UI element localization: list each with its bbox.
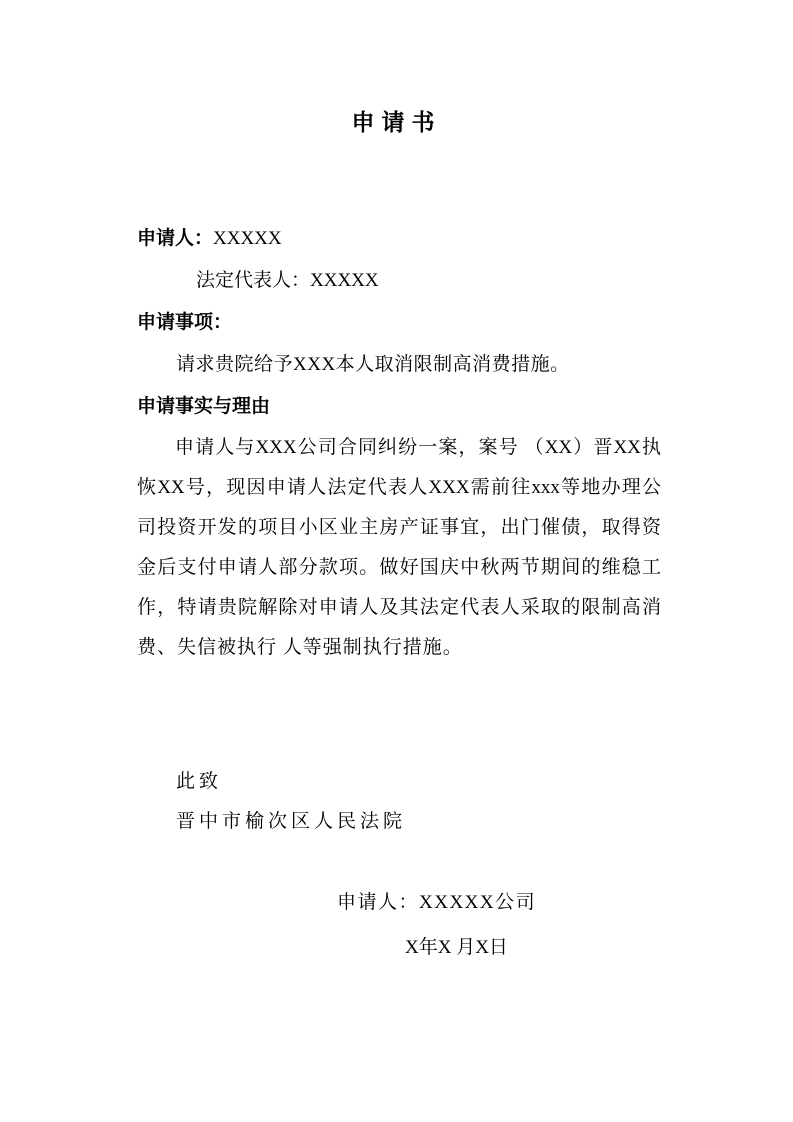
paragraph-line: 费、失信被执行 人等强制执行措施。 — [137, 637, 463, 658]
facts-and-reasons-heading: 申请事实与理由 — [137, 396, 271, 417]
application-matter-text: 请求贵院给予XXX本人取消限制高消费措施。 — [176, 354, 570, 375]
document-title: 申请书 — [351, 110, 442, 135]
paragraph-line: 恢XX号，现因申请人法定代表人XXX需前往xxx等地办理公 — [137, 477, 661, 498]
legal-representative-line: 法定代表人：XXXXX — [196, 270, 379, 291]
applicant-label: 申请人： — [137, 228, 214, 249]
application-matter-heading: 申请事项： — [137, 312, 233, 333]
facts-paragraph — [137, 428, 661, 668]
closing-salute: 此致 — [176, 771, 223, 792]
applicant-value: XXXXX — [213, 228, 282, 249]
paragraph-line: 金后支付申请人部分款项。做好国庆中秋两节期间的维稳工 — [137, 557, 661, 578]
date-line: X年X 月X日 — [405, 937, 508, 958]
paragraph-line: 作，特请贵院解除对申请人及其法定代表人采取的限制高消 — [137, 597, 661, 618]
court-name: 晋中市榆次区人民法院 — [176, 811, 407, 832]
paragraph-line: 司投资开发的项目小区业主房产证事宜，出门催债，取得资 — [137, 517, 661, 538]
paragraph-line: 申请人与XXX公司合同纠纷一案，案号 （XX）晋XX执 — [175, 437, 661, 458]
applicant-line — [137, 227, 282, 251]
signature-line: 申请人：XXXXX公司 — [337, 892, 537, 913]
